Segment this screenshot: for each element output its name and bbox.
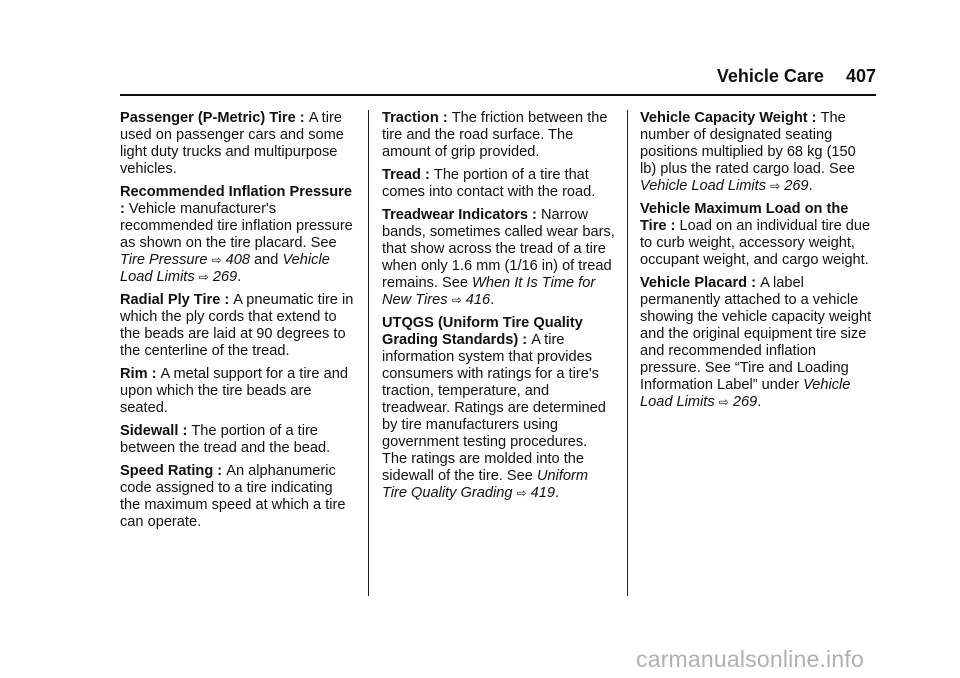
entry-end: . — [490, 292, 495, 308]
glossary-entry-sidewall — [120, 423, 354, 457]
entry-term: Tread : — [382, 167, 434, 183]
page-ref-arrow-icon: ⇨ — [516, 486, 527, 500]
entry-term: Vehicle Placard : — [640, 275, 761, 291]
page-ref-arrow-icon: ⇨ — [211, 253, 222, 267]
entry-text: A pneumatic tire in which the ply cords that extend to the beads are laid at 90 degrees to the centerline of the tread. — [120, 292, 354, 359]
glossary-entry-vehicle-placard — [640, 275, 874, 411]
page-ref[interactable]: 269 — [732, 394, 758, 410]
entry-text: An alphanumeric code assigned to a tire indicating the maximum speed at which a tire can operate. — [120, 463, 346, 530]
cross-ref-link[interactable]: Vehicle Load Limits — [120, 252, 330, 285]
entry-term: Radial Ply Tire : — [120, 292, 234, 308]
entry-text: A tire used on passenger cars and some light duty trucks and multipurpose vehicles. — [120, 110, 344, 177]
cross-ref-link[interactable]: Vehicle Load Limits — [640, 377, 851, 410]
page-ref[interactable]: 416 — [465, 292, 491, 308]
entry-term: Traction : — [382, 110, 452, 126]
entry-text: The friction between the tire and the road surface. The amount of grip provided. — [382, 110, 608, 160]
entry-term: Treadwear Indicators : — [382, 207, 541, 223]
entry-term: Speed Rating : — [120, 463, 227, 479]
glossary-entry-treadwear-indicators — [382, 207, 616, 309]
entry-term: Vehicle Capacity Weight : — [640, 110, 821, 126]
glossary-entry-vehicle-capacity-weight — [640, 110, 874, 195]
entry-text: A label permanently attached to a vehicle showing the vehicle capacity weight and the original equipment tire size and recommended inflation pressure. See “Tire and Loading Information Label” under — [640, 275, 872, 393]
entry-text: The number of designated seating positions multiplied by 68 kg (150 lb) plus the rated cargo load. See — [640, 110, 856, 177]
cross-ref-link[interactable]: Vehicle Load Limits — [640, 178, 767, 194]
page-header — [672, 66, 876, 87]
entry-end: . — [808, 178, 813, 194]
entry-end: . — [555, 485, 560, 501]
entry-text: Vehicle manufacturer's recommended tire inflation pressure as shown on the tire placard. See — [120, 201, 353, 251]
page-ref-arrow-icon: ⇨ — [451, 293, 462, 307]
glossary-entry-radial-ply — [120, 292, 354, 360]
section-title: Vehicle Care — [716, 66, 824, 86]
glossary-entry-speed-rating — [120, 463, 354, 531]
entry-text: Load on an individual tire due to curb weight, accessory weight, occupant weight, and cargo weight. — [640, 218, 871, 268]
watermark: carmanualsonline.info — [636, 646, 864, 672]
entry-text: A tire information system that provides consumers with ratings for a tire's traction, temperature, and treadwear. Ratings are determined by tire manufacturers using government testing procedures. The ratings are molded into the sidewall of the tire. See — [382, 332, 606, 484]
entry-text: The portion of a tire between the tread and the bead. — [120, 423, 331, 456]
entry-end: . — [757, 394, 762, 410]
column-1 — [120, 110, 354, 537]
page-ref-arrow-icon: ⇨ — [718, 395, 729, 409]
glossary-entry-vehicle-maximum-load — [640, 201, 874, 269]
header-rule — [120, 94, 876, 96]
entry-term: UTQGS (Uniform Tire Quality Grading Standards) : — [382, 315, 583, 348]
page-ref[interactable]: 419 — [530, 485, 555, 501]
column-divider-2 — [627, 110, 628, 596]
entry-term: Recommended Inflation Pressure : — [120, 184, 352, 217]
entry-term: Sidewall : — [120, 423, 192, 439]
page-ref[interactable]: 408 — [225, 252, 251, 268]
page-ref[interactable]: 269 — [212, 269, 238, 285]
page-ref-arrow-icon: ⇨ — [198, 270, 209, 284]
column-2 — [382, 110, 616, 508]
entry-term: Vehicle Maximum Load on the Tire : — [640, 201, 849, 234]
page-ref[interactable]: 269 — [784, 178, 809, 194]
entry-text: Narrow bands, sometimes called wear bars, that show across the tread of a tire when only 1.6 mm (1/16 in) of tread remains. See — [382, 207, 615, 291]
cross-ref-link[interactable]: Uniform Tire Quality Grading — [382, 468, 589, 501]
column-divider-1 — [368, 110, 369, 596]
cross-ref-link[interactable]: When It Is Time for New Tires — [382, 275, 596, 308]
glossary-entry-tread — [382, 167, 616, 201]
entry-text: A metal support for a tire and upon which the tire beads are seated. — [120, 366, 348, 416]
glossary-entry-rim — [120, 366, 354, 417]
glossary-entry-utqgs — [382, 315, 616, 502]
entry-term: Passenger (P-Metric) Tire : — [120, 110, 309, 126]
glossary-entry-traction — [382, 110, 616, 161]
glossary-entry-passenger-tire — [120, 110, 354, 178]
entry-text: The portion of a tire that comes into contact with the road. — [382, 167, 596, 200]
cross-ref-link[interactable]: Tire Pressure — [120, 252, 208, 268]
entry-text-join: and — [250, 252, 283, 268]
page-number: 407 — [845, 66, 876, 86]
page-ref-arrow-icon: ⇨ — [770, 179, 781, 193]
entry-term: Rim : — [120, 366, 161, 382]
entry-end: . — [237, 269, 242, 285]
glossary-entry-recommended-inflation — [120, 184, 354, 286]
column-3 — [640, 110, 874, 417]
